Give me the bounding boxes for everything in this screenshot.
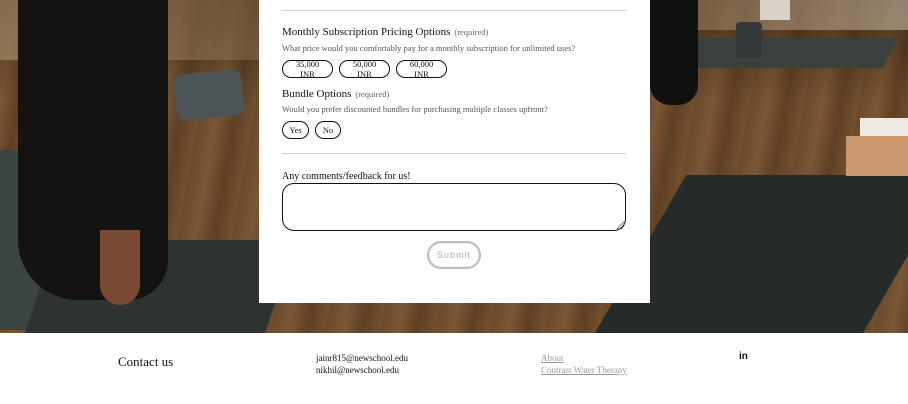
option-60000-inr[interactable]: 60,000 INR: [396, 60, 447, 78]
question-title: Monthly Subscription Pricing Options (required): [282, 26, 489, 38]
email-link[interactable]: nikhil@newschool.edu: [316, 364, 400, 375]
submit-button[interactable]: Submit: [427, 241, 481, 269]
comments-label: Any comments/feedback for us!: [282, 171, 411, 182]
contact-title: Contact us: [118, 354, 174, 369]
comments-textarea[interactable]: [282, 183, 626, 231]
about-link[interactable]: About: [541, 353, 564, 363]
question-description: What price would you comfortably pay for a monthly subscription for unlimited uses?: [282, 43, 576, 53]
footer-links: [541, 353, 627, 376]
contrast-water-therapy-link[interactable]: Contrast Water Therapy: [541, 364, 627, 375]
option-no[interactable]: No: [315, 121, 341, 139]
question-description: Would you prefer discounted bundles for purchasing multiple classes upfront?: [282, 104, 548, 114]
email-link[interactable]: jainr815@newschool.edu: [316, 353, 409, 363]
divider: [282, 153, 626, 154]
pricing-options: [282, 60, 447, 78]
survey-form-card: [259, 0, 650, 303]
question-title: Bundle Options (required): [282, 88, 390, 100]
option-yes[interactable]: Yes: [282, 121, 309, 139]
bundle-options: [282, 121, 341, 139]
option-50000-inr[interactable]: 50,000 INR: [339, 60, 390, 78]
option-35000-inr[interactable]: 35,000 INR: [282, 60, 333, 78]
linkedin-icon[interactable]: in: [739, 351, 748, 362]
footer: [0, 333, 908, 404]
divider: [282, 10, 626, 11]
contact-emails: [316, 353, 408, 376]
